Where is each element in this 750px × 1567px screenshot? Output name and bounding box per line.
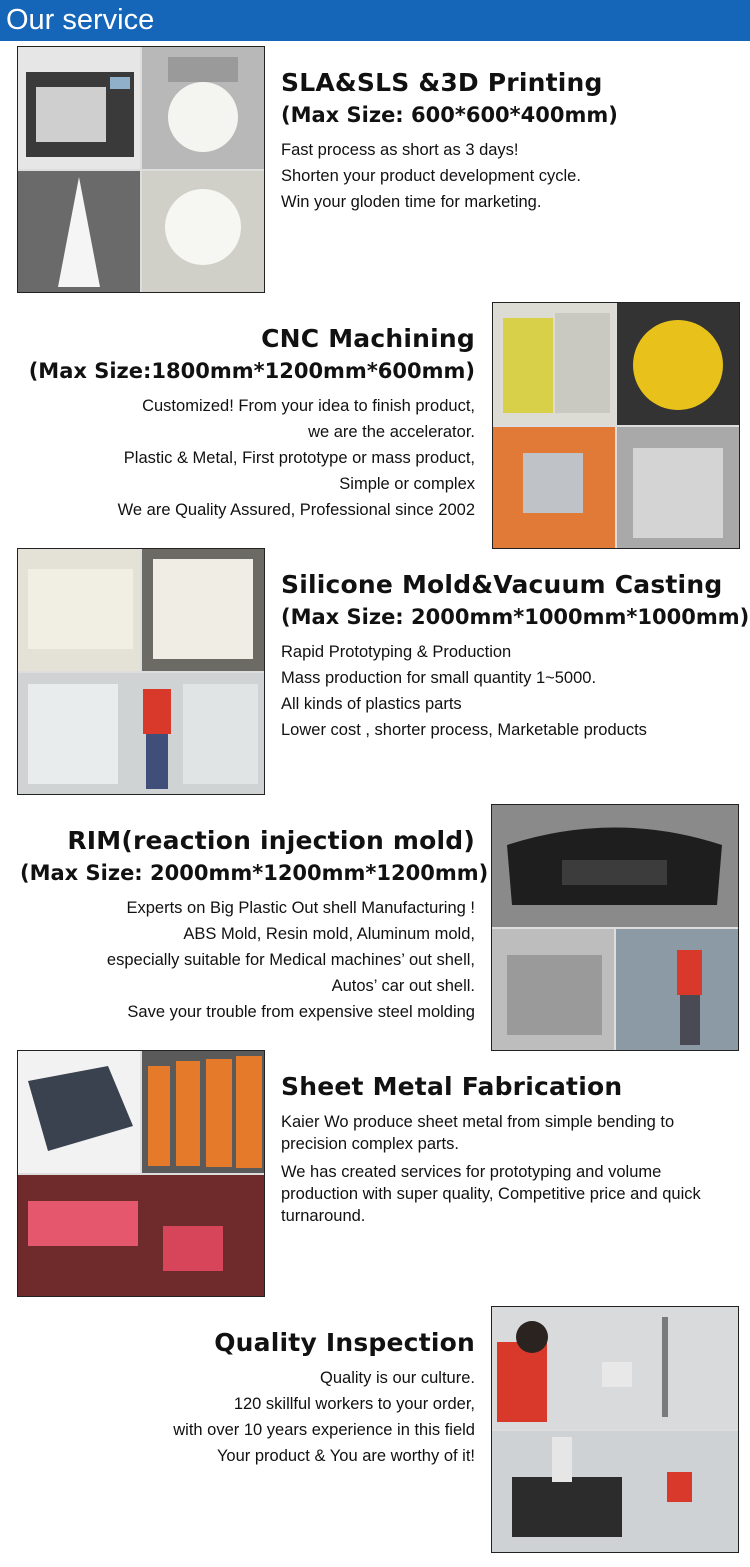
service-rim <box>0 804 750 1052</box>
cnc-machining-photo-collage <box>492 302 740 549</box>
service-line: We are Quality Assured, Professional since 2002 <box>117 501 475 519</box>
service-line: Your product & You are worthy of it! <box>216 1447 475 1465</box>
quality-inspection-photo-collage <box>491 1306 739 1553</box>
service-title: RIM(reaction injection mold) <box>67 826 475 855</box>
service-quality-inspection <box>0 1306 750 1556</box>
service-line: Mass production for small quantity 1~5000. <box>281 669 597 687</box>
rim-text <box>20 826 489 1025</box>
service-line: we are the accelerator. <box>308 423 475 441</box>
page-title: Our service <box>6 4 155 36</box>
silicone-mold-photo-collage <box>17 548 265 795</box>
service-line: especially suitable for Medical machines’ out shell, <box>106 951 475 969</box>
service-line: Quality is our culture. <box>320 1369 475 1387</box>
3d-printing-photo-collage <box>17 46 265 293</box>
service-max-size: (Max Size: 2000mm*1200mm*1200mm) <box>20 861 489 885</box>
service-line: Rapid Prototyping & Production <box>281 643 512 661</box>
service-paragraph: We has created services for prototyping and volume production with super quality, Competitive price and quick turnaround. <box>281 1163 701 1225</box>
service-paragraph: Kaier Wo produce sheet metal from simple bending to precision complex parts. <box>281 1113 675 1153</box>
service-title: Silicone Mold&Vacuum Casting <box>281 570 723 599</box>
sheet-metal-photo-collage <box>17 1050 265 1297</box>
service-title: Quality Inspection <box>214 1328 475 1357</box>
service-line: with over 10 years experience in this field <box>173 1421 475 1439</box>
quality-inspection-text <box>20 1328 475 1469</box>
service-max-size: (Max Size: 600*600*400mm) <box>281 103 618 127</box>
3d-printing-text <box>281 68 741 215</box>
service-sheet-metal <box>0 1050 750 1300</box>
service-line: Lower cost , shorter process, Marketable products <box>281 721 647 739</box>
service-line: Plastic & Metal, First prototype or mass product, <box>123 449 475 467</box>
sheet-metal-text <box>281 1072 741 1227</box>
service-line: Fast process as short as 3 days! <box>281 141 519 159</box>
service-title: SLA&SLS &3D Printing <box>281 68 603 97</box>
service-title: Sheet Metal Fabrication <box>281 1072 623 1101</box>
cnc-machining-text <box>20 324 475 523</box>
service-silicone-mold <box>0 548 750 798</box>
service-max-size: (Max Size: 2000mm*1000mm*1000mm) <box>281 605 750 629</box>
service-cnc-machining <box>0 302 750 550</box>
service-line: Shorten your product development cycle. <box>281 167 581 185</box>
silicone-mold-text <box>281 570 750 743</box>
service-line: Save your trouble from expensive steel molding <box>127 1003 475 1021</box>
service-line: Customized! From your idea to finish product, <box>142 397 475 415</box>
service-3d-printing <box>0 46 750 296</box>
service-line: Win your gloden time for marketing. <box>281 193 542 211</box>
page-header <box>0 0 750 41</box>
service-title: CNC Machining <box>261 324 475 353</box>
service-line: All kinds of plastics parts <box>281 695 462 713</box>
service-line: Autos’ car out shell. <box>331 977 475 995</box>
service-max-size: (Max Size:1800mm*1200mm*600mm) <box>28 359 475 383</box>
service-line: 120 skillful workers to your order, <box>233 1395 475 1413</box>
service-line: Simple or complex <box>339 475 475 493</box>
rim-photo-collage <box>491 804 739 1051</box>
service-line: Experts on Big Plastic Out shell Manufacturing ! <box>126 899 475 917</box>
service-line: ABS Mold, Resin mold, Aluminum mold, <box>183 925 475 943</box>
